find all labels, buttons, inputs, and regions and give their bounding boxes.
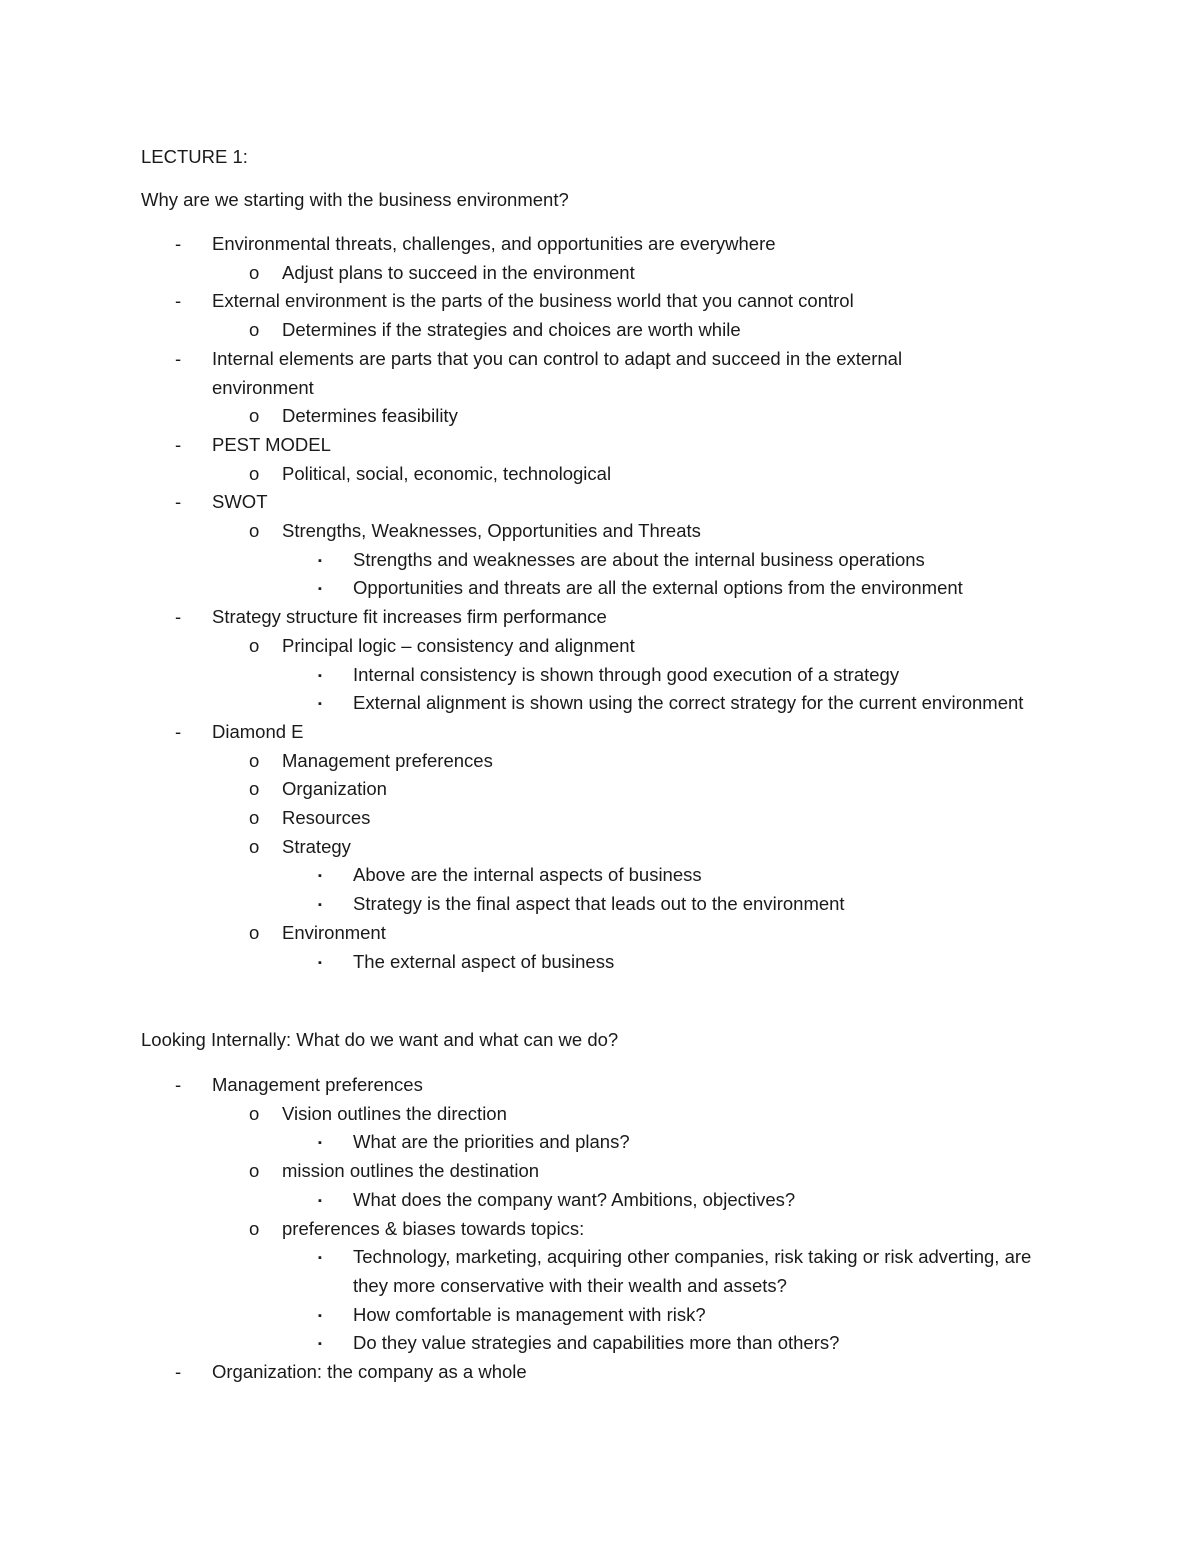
- list-item-text: External alignment is shown using the correct strategy for the current environment: [353, 692, 1024, 714]
- dash-bullet: -: [175, 1074, 182, 1095]
- list-item-text: Strengths and weaknesses are about the internal business operations: [353, 548, 925, 570]
- list-item: [175, 345, 992, 402]
- list-item: [318, 948, 1053, 977]
- list-item: [249, 804, 1022, 833]
- list-item-text: Organization: the company as a whole: [212, 1361, 527, 1382]
- circle-bullet: o: [249, 520, 260, 541]
- list-item: [175, 287, 992, 316]
- list-item: [249, 402, 1022, 431]
- list-item-text: Organization: [282, 778, 387, 800]
- list-item: [318, 1186, 1053, 1215]
- circle-bullet: o: [249, 778, 260, 800]
- list-item: [318, 890, 1053, 919]
- list-item: [249, 460, 1022, 489]
- list-item: [318, 1329, 1053, 1358]
- square-bullet-icon: ▪: [318, 899, 322, 912]
- square-bullet-icon: ▪: [318, 554, 322, 567]
- list-item: [249, 919, 1022, 948]
- list-item: [249, 833, 1022, 862]
- list-item: [249, 1215, 1022, 1244]
- list-item-text: Principal logic – consistency and alignment: [282, 634, 635, 656]
- square-bullet-icon: ▪: [318, 1137, 322, 1150]
- list-item-text: Opportunities and threats are all the external options from the environment: [353, 577, 963, 599]
- list-item-text: SWOT: [212, 491, 268, 513]
- list-item-text: What are the priorities and plans?: [353, 1131, 630, 1153]
- list-item-text: Above are the internal aspects of business: [353, 864, 702, 886]
- circle-bullet: o: [249, 749, 260, 771]
- list-item: [318, 661, 1053, 690]
- list-item: [318, 1243, 1053, 1300]
- list-item: [249, 517, 1022, 546]
- square-bullet-icon: ▪: [318, 698, 322, 711]
- list-item-text: Environmental threats, challenges, and opportunities are everywhere: [212, 233, 776, 254]
- list-item-text: Strategy is the final aspect that leads out to the environment: [353, 893, 845, 915]
- circle-bullet: o: [249, 1160, 260, 1182]
- section-heading-looking-internally: Looking Internally: What do we want and what can we do?: [141, 1029, 619, 1050]
- list-item-text: Determines if the strategies and choices are worth while: [282, 319, 741, 341]
- square-bullet-icon: ▪: [318, 1194, 322, 1207]
- list-item-text: The external aspect of business: [353, 950, 615, 972]
- list-item-text: Political, social, economic, technological: [282, 462, 612, 484]
- list-item: [249, 775, 1022, 804]
- list-item-text: PEST MODEL: [212, 433, 331, 455]
- circle-bullet: o: [249, 1217, 260, 1239]
- list-item: [175, 1358, 992, 1387]
- list-item-text: Strengths, Weaknesses, Opportunities and Threats: [282, 520, 701, 541]
- list-item-text: Resources: [282, 807, 371, 828]
- list-item-text: Strategy: [282, 835, 351, 857]
- list-item: [249, 632, 1022, 661]
- circle-bullet: o: [249, 462, 260, 484]
- square-bullet-icon: ▪: [318, 1338, 322, 1351]
- list-item: [318, 1301, 1053, 1330]
- square-bullet-icon: ▪: [318, 956, 322, 969]
- square-bullet-icon: ▪: [318, 583, 322, 596]
- section-heading-business-environment: Why are we starting with the business environment?: [141, 189, 569, 210]
- list-item-text: Determines feasibility: [282, 405, 458, 427]
- list-item-text: Adjust plans to succeed in the environment: [282, 261, 635, 283]
- circle-bullet: o: [249, 1102, 260, 1124]
- list-item-text: preferences & biases towards topics:: [282, 1217, 585, 1239]
- list-item: [175, 431, 992, 460]
- circle-bullet: o: [249, 319, 260, 341]
- dash-bullet: -: [175, 491, 182, 513]
- square-bullet-icon: ▪: [318, 1309, 322, 1322]
- list-item-text: How comfortable is management with risk?: [353, 1303, 706, 1325]
- list-item-text: Vision outlines the direction: [282, 1102, 507, 1124]
- list-item: [249, 1157, 1022, 1186]
- list-item-text: mission outlines the destination: [282, 1160, 540, 1182]
- list-item-text: Diamond E: [212, 720, 304, 742]
- lecture-title: LECTURE 1:: [141, 146, 248, 167]
- square-bullet-icon: ▪: [318, 669, 322, 682]
- list-item-text: Technology, marketing, acquiring other companies, risk taking or risk adverting, are they more conservative with their wealth and assets?: [353, 1246, 1032, 1296]
- list-item: [249, 1100, 1022, 1129]
- list-item-text: Do they value strategies and capabilities more than others?: [353, 1332, 840, 1354]
- list-item: [175, 718, 992, 747]
- list-item: [249, 316, 1022, 345]
- list-item: [318, 574, 1053, 603]
- dash-bullet: -: [175, 720, 182, 742]
- dash-bullet: -: [175, 1361, 182, 1382]
- list-item: [175, 488, 992, 517]
- list-item: [318, 861, 1053, 890]
- dash-bullet: -: [175, 347, 182, 369]
- circle-bullet: o: [249, 261, 260, 283]
- list-item: [175, 230, 992, 259]
- list-item-text: What does the company want? Ambitions, objectives?: [353, 1188, 796, 1210]
- list-item: [249, 259, 1022, 288]
- circle-bullet: o: [249, 835, 260, 857]
- circle-bullet: o: [249, 634, 260, 656]
- square-bullet-icon: ▪: [318, 870, 322, 883]
- list-item-text: Management preferences: [212, 1074, 423, 1095]
- circle-bullet: o: [249, 807, 260, 828]
- dash-bullet: -: [175, 290, 182, 312]
- list-item: [318, 546, 1053, 575]
- square-bullet-icon: ▪: [318, 1252, 322, 1265]
- list-item-text: External environment is the parts of the business world that you cannot control: [212, 290, 854, 312]
- circle-bullet: o: [249, 405, 260, 427]
- list-item: [175, 603, 992, 632]
- dash-bullet: -: [175, 433, 182, 455]
- list-item-text: Internal elements are parts that you can control to adapt and succeed in the external environment: [212, 347, 903, 398]
- dash-bullet: -: [175, 233, 182, 254]
- list-item-text: Management preferences: [282, 749, 493, 771]
- list-item-text: Internal consistency is shown through good execution of a strategy: [353, 663, 900, 685]
- list-item: [249, 747, 1022, 776]
- list-item: [318, 1128, 1053, 1157]
- list-item-text: Environment: [282, 921, 386, 943]
- list-item: [175, 1071, 992, 1100]
- dash-bullet: -: [175, 606, 182, 628]
- list-item: [318, 689, 1053, 718]
- list-item-text: Strategy structure fit increases firm performance: [212, 606, 607, 628]
- circle-bullet: o: [249, 921, 260, 943]
